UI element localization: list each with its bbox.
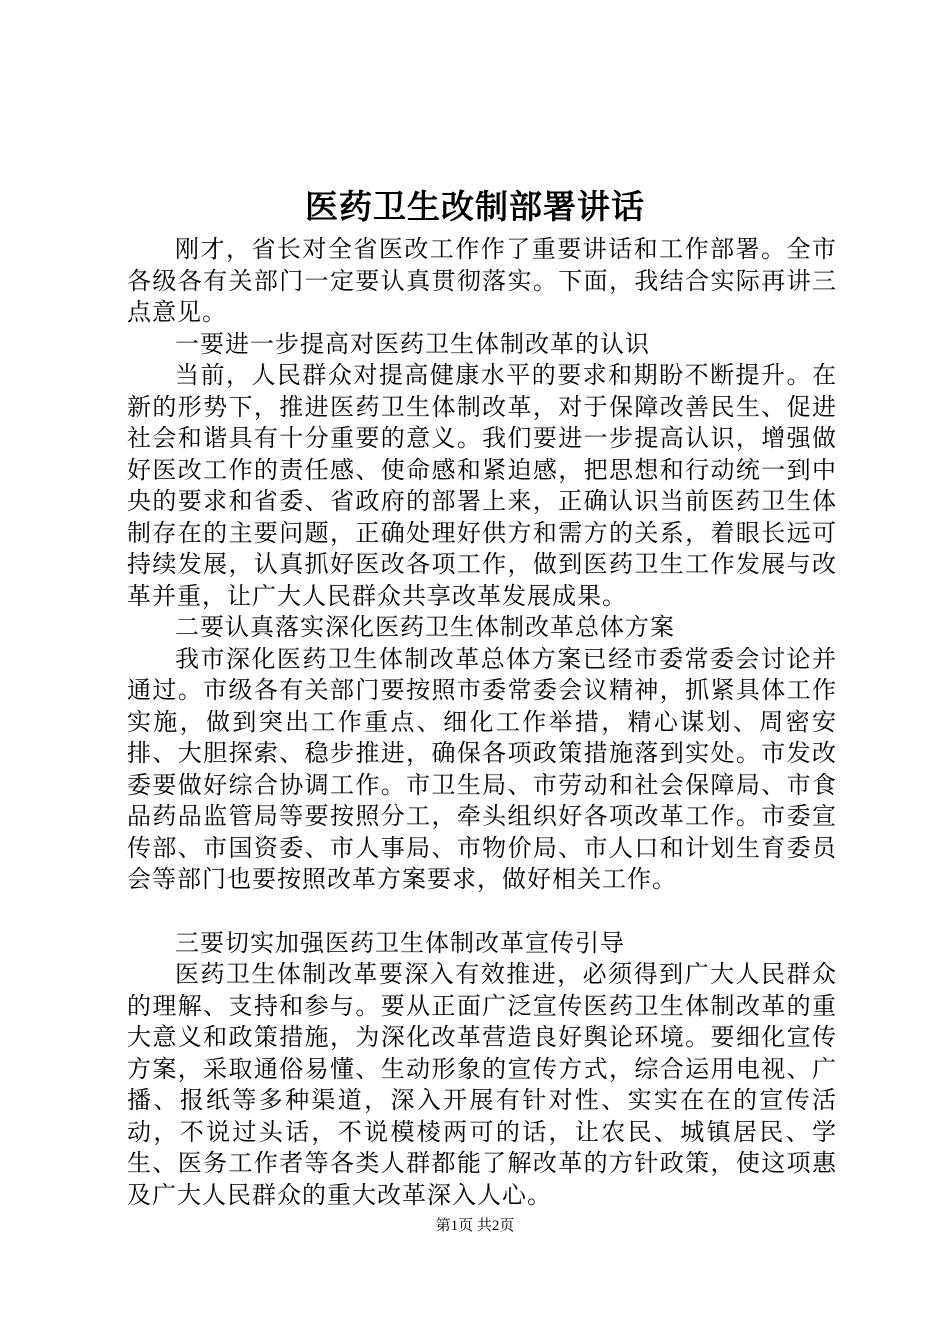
section-heading-1: 一要进一步提高对医药卫生体制改革的认识 xyxy=(175,329,650,358)
section-heading-3: 三要切实加强医药卫生体制改革宣传引导 xyxy=(175,928,625,957)
section-paragraph-3: 医药卫生体制改革要深入有效推进，必须得到广大人民群众的理解、支持和参与。要从正面广泛宣传医药卫生体制改革的重大意义和政策措施，为深化改革营造良好舆论环境。要细化宣传方案，采取通俗易懂、生动形象的宣传方式，综合运用电视、广播、报纸等多种渠道，深入开展有针对性、实实在在的宣传活动，不说过头话，不说模棱两可的话，让农民、城镇居民、学生、医务工作者等各类人群都能了解改革的方针政策，使这项惠及广大人民群众的重大改革深入人心。 xyxy=(127,960,837,1209)
document-body xyxy=(127,234,837,1211)
section-heading-2: 二要认真落实深化医药卫生体制改革总体方案 xyxy=(175,613,675,641)
document-title: 医药卫生改制部署讲话 xyxy=(305,187,645,226)
paragraph-spacer xyxy=(127,896,837,928)
section-paragraph-2: 我市深化医药卫生体制改革总体方案已经市委常委会讨论并通过。市级各有关部门要按照市委常委会议精神，抓紧具体工作实施，做到突出工作重点、细化工作举措，精心谋划、周密安排、大胆探索、稳步推进，确保各项政策措施落到实处。市发改委要做好综合协调工作。市卫生局、市劳动和社会保障局、市食品药品监管局等要按照分工，牵头组织好各项改革工作。市委宣传部、市国资委、市人事局、市物价局、市人口和计划生育委员会等部门也要按照改革方案要求，做好相关工作。 xyxy=(127,644,837,893)
intro-paragraph: 刚才，省长对全省医改工作作了重要讲话和工作部署。全市各级各有关部门一定要认真贯彻落实。下面，我结合实际再讲三点意见。 xyxy=(127,235,837,326)
section-paragraph-1: 当前，人民群众对提高健康水平的要求和期盼不断提升。在新的形势下，推进医药卫生体制改革，对于保障改善民生、促进社会和谐具有十分重要的意义。我们要进一步提高认识，增强做好医改工作的责任感、使命感和紧迫感，把思想和行动统一到中央的要求和省委、省政府的部署上来，正确认识当前医药卫生体制存在的主要问题，正确处理好供方和需方的关系，着眼长远可持续发展，认真抓好医改各项工作，做到医药卫生工作发展与改革并重，让广大人民群众共享改革发展成果。 xyxy=(127,361,837,610)
page-number-footer: 第1页 共2页 xyxy=(435,1218,515,1234)
